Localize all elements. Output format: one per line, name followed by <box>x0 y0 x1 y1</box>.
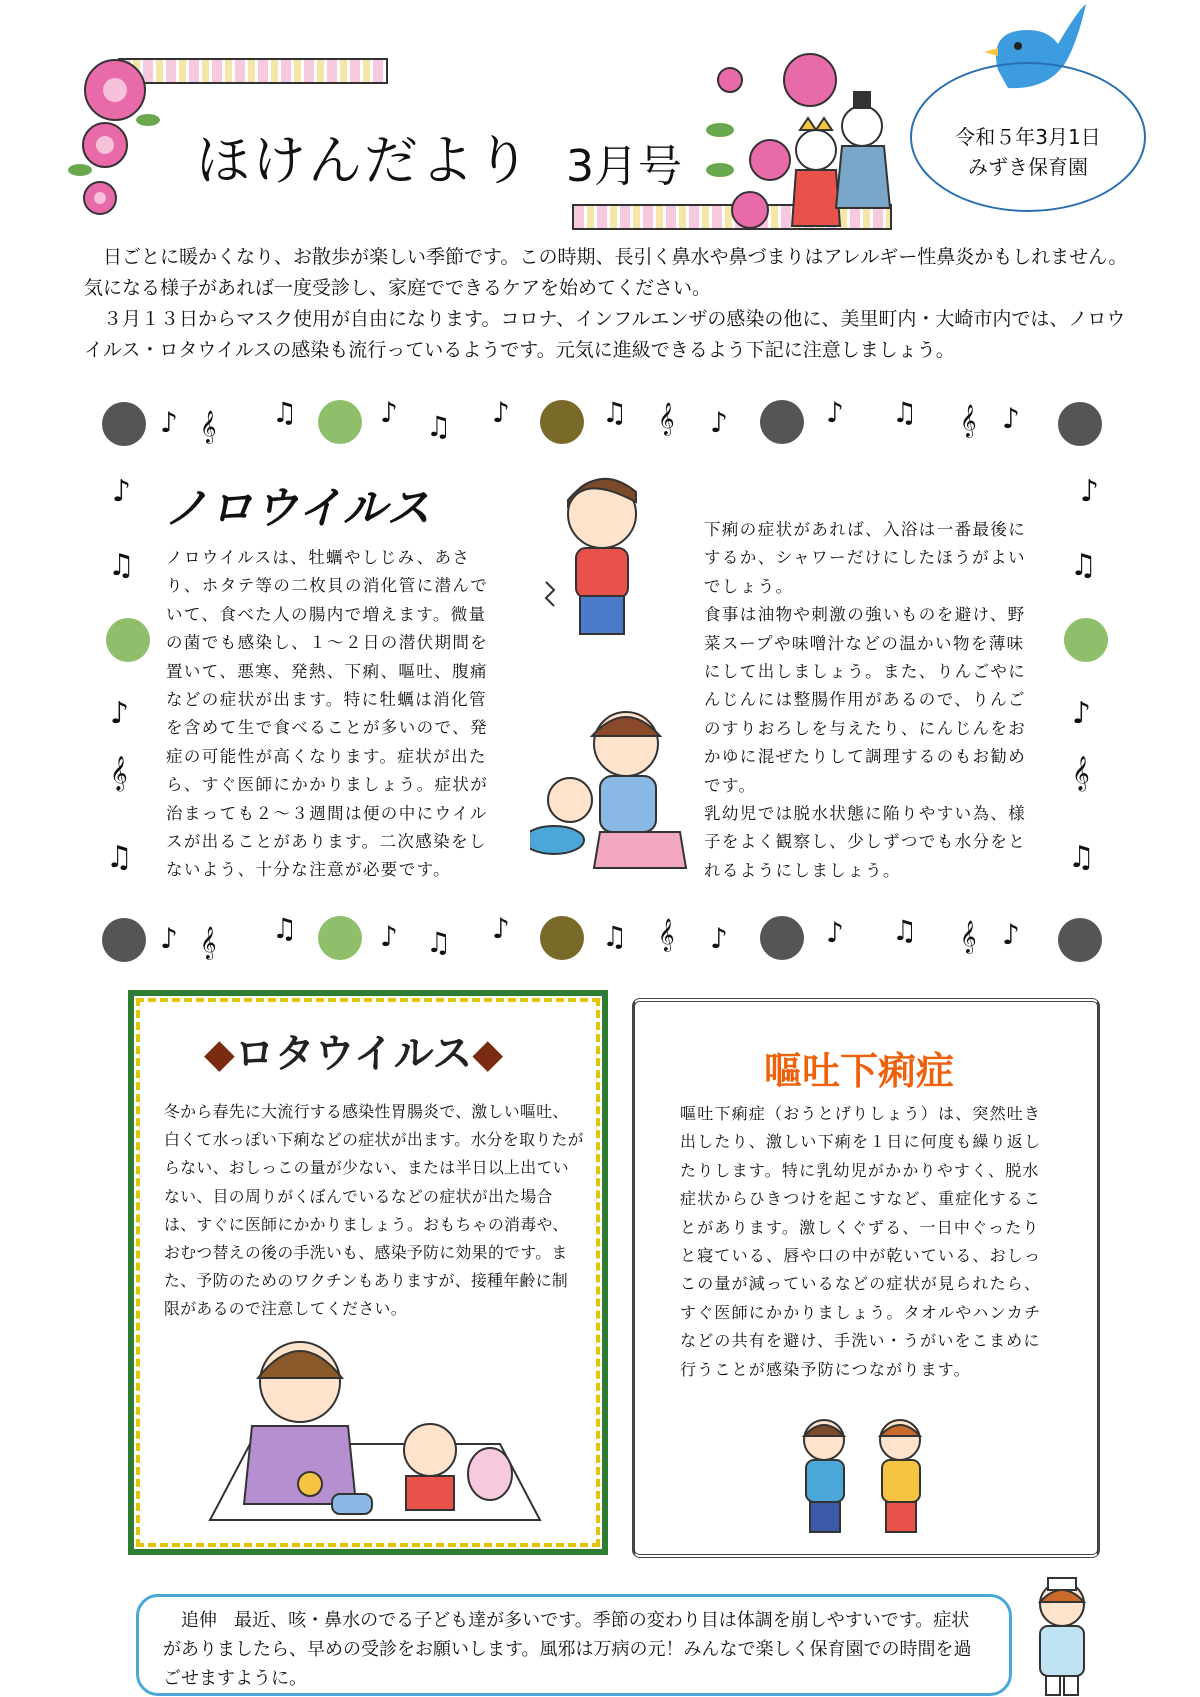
music-note-icon: ♫ <box>892 914 918 947</box>
care-paragraph: 下痢の症状があれば、入浴は一番最後にするか、シャワーだけにしたほうがよいでしょう。 <box>704 520 1027 596</box>
flower-icon <box>60 50 170 220</box>
music-note-icon: ♫ <box>892 396 918 429</box>
decoration-row <box>96 396 1108 462</box>
music-note-icon: ♫ <box>602 396 628 429</box>
music-note-icon: ♪ <box>160 406 178 439</box>
issue-label: 3月号 <box>566 141 682 192</box>
music-note-icon: 𝄞 <box>200 926 217 959</box>
music-note-icon: ♪ <box>492 912 510 945</box>
nursery-name: みずき保育園 <box>968 155 1088 179</box>
care-paragraph: 乳幼児では脱水状態に陥りやすい為、様子をよく観察し、少しずつでも水分をとれるようにしましょう。 <box>704 804 1027 880</box>
music-note-icon: ♫ <box>108 548 135 583</box>
mother-child-icon <box>530 700 690 872</box>
hina-doll-icon <box>778 78 898 228</box>
music-note-icon: ♪ <box>380 396 398 429</box>
music-note-icon: ♫ <box>1068 840 1095 875</box>
music-note-icon: ♪ <box>1080 474 1100 509</box>
music-note-icon: ♪ <box>1072 696 1092 731</box>
music-note-icon: ♪ <box>380 920 398 953</box>
music-note-icon: ♪ <box>710 922 728 955</box>
music-note-icon: ♪ <box>826 396 844 429</box>
germ-icon <box>760 400 804 444</box>
music-note-icon: ♫ <box>602 920 628 953</box>
music-note-icon: ♫ <box>272 912 298 945</box>
rotavirus-heading <box>204 1022 503 1079</box>
care-paragraph: 食事は油物や刺激の強いものを避け、野菜スープや味噌汁などの温かい物を薄味にして出しましょう。また、りんごやにんじんには整腸作用があるので、りんごのすりおろしを与えたり、にんじんをおかゆに混ぜたりして調理するのもお勧めです。 <box>704 605 1027 795</box>
rotavirus-text: 冬から春先に大流行する感染性胃腸炎で、激しい嘔吐、白くて水っぽい下痢などの症状が出ます。水分を取りたがらない、おしっこの量が少ない、または半日以上出ていない、目の周りがくぼんでいるなどの症状が出た場合は、すぐに医師にかかりましょう。おもちゃの消毒や、おむつ替えの後の手洗いも、感染予防に効果的です。また、予防のためのワクチンもありますが、接種年齢に制限があるので注意してください。 <box>164 1102 584 1319</box>
music-note-icon: ♪ <box>492 396 510 429</box>
vomiting-heading: 嘔吐下痢症 <box>764 1049 955 1093</box>
music-note-icon: ♫ <box>106 840 133 875</box>
music-note-icon: ♫ <box>426 410 452 443</box>
music-note-icon: ♪ <box>112 474 132 509</box>
music-note-icon: ♫ <box>1070 548 1097 583</box>
music-note-icon: 𝄞 <box>658 918 675 951</box>
intro-paragraph: ３月１３日からマスク使用が自由になります。コロナ、インフルエンザの感染の他に、美里町内・大崎市内では、ノロウイルス・ロタウイルスの感染も流行っているようです。元気に進級できるよう下記に注意しましょう。 <box>84 308 1126 361</box>
music-note-icon: 𝄞 <box>110 756 128 791</box>
music-note-icon: 𝄞 <box>658 402 675 435</box>
germ-icon <box>102 402 146 446</box>
germ-icon <box>540 916 584 960</box>
music-note-icon: 𝄞 <box>960 404 977 437</box>
music-note-icon: ♪ <box>110 696 130 731</box>
germ-icon <box>106 618 150 662</box>
children-washing-icon <box>784 1414 944 1536</box>
norovirus-care-text <box>704 516 1042 885</box>
nurse-icon <box>1018 1574 1106 1697</box>
postscript-bubble <box>136 1594 1012 1696</box>
postscript-text: 最近、咳・鼻水のでる子ども達が多いです。季節の変わり目は体調を崩しやすいです。症状がありましたら、早めの受診をお願いします。風邪は万病の元！みんなで楽しく保育園での時間を過ごせますように。 <box>163 1610 972 1689</box>
germ-icon <box>760 916 804 960</box>
music-note-icon: ♪ <box>160 922 178 955</box>
germ-icon <box>1064 618 1108 662</box>
music-note-icon: ♪ <box>710 406 728 439</box>
decoration-row <box>96 912 1108 978</box>
music-note-icon: 𝄞 <box>1072 756 1090 791</box>
music-note-icon: ♪ <box>1002 918 1020 951</box>
germ-icon <box>102 918 146 962</box>
rotavirus-heading-text: ロタウイルス <box>234 1031 473 1077</box>
germ-icon <box>318 400 362 444</box>
music-note-icon: ♫ <box>426 926 452 959</box>
issue-date: 令和５年3月1日 <box>955 125 1101 149</box>
intro-text <box>84 242 1140 366</box>
diamond-mark: ◆ <box>472 1031 504 1077</box>
vomiting-text: 嘔吐下痢症（おうとげりしょう）は、突然吐き出したり、激しい下痢を１日に何度も繰り返したりします。特に乳幼児がかかりやすく、脱水症状からひきつけを起こすなど、重症化することがあります。激しくぐずる、一日中ぐったりと寝ている、唇や口の中が乾いている、おしっこの量が減っているなどの症状が見られたら、すぐ医師にかかりましょう。タオルやハンカチなどの共有を避け、手洗い・うがいをこまめに行うことが感染予防につながります。 <box>680 1104 1042 1379</box>
germ-icon <box>1058 918 1102 962</box>
postscript-label: 追伸 <box>181 1610 217 1631</box>
music-note-icon: 𝄞 <box>960 920 977 953</box>
music-note-icon: ♪ <box>1002 402 1020 435</box>
date-badge <box>910 62 1146 212</box>
mother-toys-icon <box>200 1334 550 1538</box>
music-note-icon: 𝄞 <box>200 410 217 443</box>
sick-boy-icon <box>540 472 660 642</box>
music-note-icon: ♫ <box>272 396 298 429</box>
norovirus-heading: ノロウイルス <box>164 483 432 534</box>
norovirus-text: ノロウイルスは、牡蠣やしじみ、あさり、ホタテ等の二枚貝の消化管に潜んでいて、食べた人の腸内で増えます。微量の菌でも感染し、１～２日の潜伏期間を置いて、悪寒、発熱、下痢、嘔吐、腹痛などの症状が出ます。特に牡蠣は消化管を含めて生で食べることが多いので、発症の可能性が高くなります。症状が出たら、すぐ医師にかかりましょう。症状が治まっても２～３週間は便の中にウイルスが出ることがあります。二次感染をしないよう、十分な注意が必要です。 <box>166 548 489 880</box>
germ-icon <box>1058 402 1102 446</box>
music-note-icon: ♪ <box>826 916 844 949</box>
diamond-mark: ◆ <box>204 1031 235 1077</box>
germ-icon <box>318 916 362 960</box>
page-title: ほけんだより <box>196 129 532 192</box>
germ-icon <box>540 400 584 444</box>
intro-paragraph: 日ごとに暖かくなり、お散歩が楽しい季節です。この時期、長引く鼻水や鼻づまりはアレルギー性鼻炎かもしれません。気になる様子があれば一度受診し、家庭でできるケアを始めてください。 <box>84 246 1128 299</box>
